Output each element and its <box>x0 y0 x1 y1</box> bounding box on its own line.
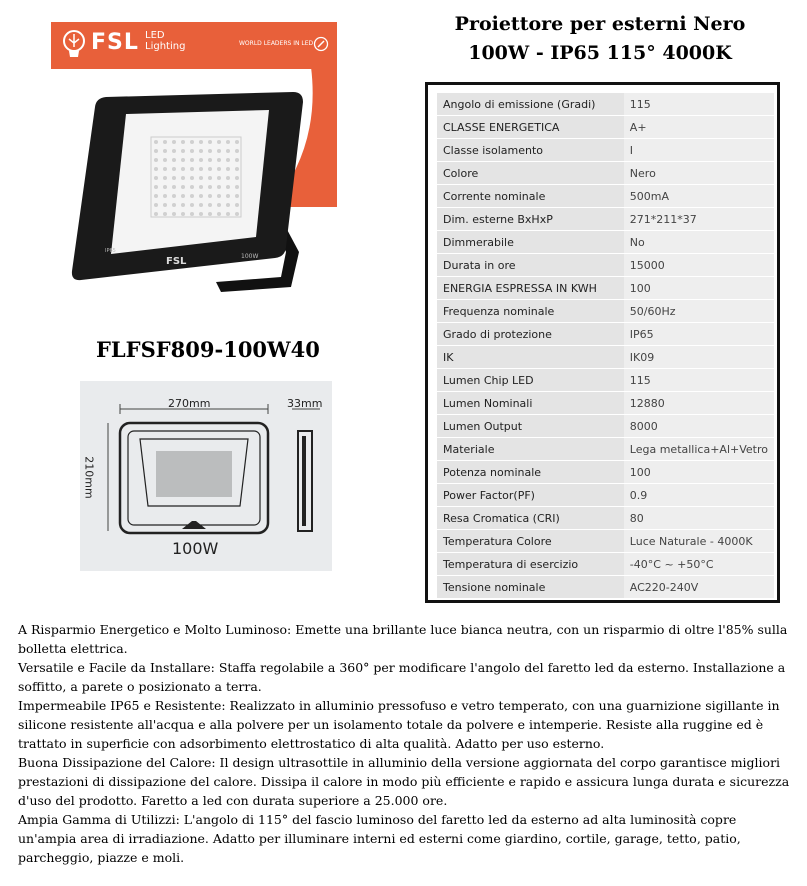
spec-value: Nero <box>624 162 774 185</box>
product-title <box>430 10 770 68</box>
spec-row <box>437 116 774 139</box>
spec-label: Lumen Nominali <box>437 392 624 415</box>
description-paragraph: Buona Dissipazione del Calore: Il design ultrasottile in alluminio della versione aggiornata del corpo garantisce migliori prestazioni di dissipazione del calore. Dissipa il calore in modo più efficiente e rapido e assicura lunga durata e sicurezza d'uso del prodotto. Faretto a led con durata superiore a 25.000 ore. <box>18 755 790 808</box>
title-line-2: 100W - IP65 115° 4000K <box>468 42 732 64</box>
spec-label: Dim. esterne BxHxP <box>437 208 624 231</box>
spec-row <box>437 185 774 208</box>
spec-value: 80 <box>624 507 774 530</box>
spec-label: ENERGIA ESPRESSA IN KWH <box>437 277 624 300</box>
spec-value: 271*211*37 <box>624 208 774 231</box>
spec-row <box>437 530 774 553</box>
spec-row <box>437 507 774 530</box>
spec-row <box>437 208 774 231</box>
spec-label: IK <box>437 346 624 369</box>
spec-row <box>437 254 774 277</box>
brand-tagline: WORLD LEADERS IN LED <box>239 40 314 47</box>
tagline-badge-icon <box>313 36 329 52</box>
photo-ip-label: IP65 <box>105 248 116 254</box>
spec-value: A+ <box>624 116 774 139</box>
spec-value: No <box>624 231 774 254</box>
title-line-1: Proiettore per esterni Nero <box>454 13 746 35</box>
spec-value: 100 <box>624 461 774 484</box>
product-photo <box>51 22 337 305</box>
spec-value: 12880 <box>624 392 774 415</box>
spec-label: Tensione nominale <box>437 576 624 599</box>
description-paragraph: Ampia Gamma di Utilizzi: L'angolo di 115° del fascio luminoso del faretto led da esterno ad alta luminosità copre un'ampia area di irradiazione. Adatto per illuminare interni ed esterni come giardino, cortile, garage, tetto, patio, parcheggio, piazze e moli. <box>18 812 741 865</box>
spec-label: Temperatura di esercizio <box>437 553 624 576</box>
spec-label: Power Factor(PF) <box>437 484 624 507</box>
product-description <box>18 620 793 867</box>
spec-value: Luce Naturale - 4000K <box>624 530 774 553</box>
spec-label: Colore <box>437 162 624 185</box>
spec-row <box>437 139 774 162</box>
spec-label: Durata in ore <box>437 254 624 277</box>
height-dimension: 210mm <box>82 456 96 499</box>
spec-value: I <box>624 139 774 162</box>
spec-label: Resa Cromatica (CRI) <box>437 507 624 530</box>
brand-logo-sub <box>145 30 185 52</box>
specs-table <box>437 93 774 599</box>
depth-dimension: 33mm <box>287 397 323 410</box>
led-panel <box>111 110 269 254</box>
dimension-drawing <box>80 381 332 571</box>
spec-label: Temperatura Colore <box>437 530 624 553</box>
spec-label: Lumen Output <box>437 415 624 438</box>
spec-value: 0.9 <box>624 484 774 507</box>
spec-label: Angolo di emissione (Gradi) <box>437 93 624 116</box>
description-paragraph: Versatile e Facile da Installare: Staffa regolabile a 360° per modificare l'angolo del faretto led da esterno. Installazione a soffitto, a parete o posizionato a terra. <box>18 660 786 694</box>
spec-row <box>437 484 774 507</box>
photo-front-label: FSL <box>166 256 187 267</box>
spec-label: Grado di protezione <box>437 323 624 346</box>
spec-label: Corrente nominale <box>437 185 624 208</box>
spec-value: 50/60Hz <box>624 300 774 323</box>
spec-label: Frequenza nominale <box>437 300 624 323</box>
spec-value: 115 <box>624 369 774 392</box>
spec-row <box>437 461 774 484</box>
spec-row <box>437 300 774 323</box>
spec-value: 500mA <box>624 185 774 208</box>
spec-row <box>437 438 774 461</box>
logo-sub-led: LED <box>145 30 165 41</box>
spec-value: -40°C ~ +50°C <box>624 553 774 576</box>
spec-label: Materiale <box>437 438 624 461</box>
spec-value: 15000 <box>624 254 774 277</box>
spec-label: CLASSE ENERGETICA <box>437 116 624 139</box>
drawing-caption: 100W <box>172 539 219 558</box>
width-dimension: 270mm <box>168 397 211 410</box>
spec-value: IK09 <box>624 346 774 369</box>
floodlight-illustration <box>71 92 311 302</box>
spec-row <box>437 392 774 415</box>
brand-banner <box>51 22 337 69</box>
logo-sub-lighting: Lighting <box>145 41 186 52</box>
spec-label: Lumen Chip LED <box>437 369 624 392</box>
spec-value: 100 <box>624 277 774 300</box>
spec-row <box>437 576 774 599</box>
spec-row <box>437 553 774 576</box>
spec-label: Classe isolamento <box>437 139 624 162</box>
spec-value: AC220-240V <box>624 576 774 599</box>
spec-row <box>437 323 774 346</box>
spec-label: Dimmerabile <box>437 231 624 254</box>
spec-label: Potenza nominale <box>437 461 624 484</box>
specs-panel <box>425 82 780 603</box>
spec-row <box>437 277 774 300</box>
spec-value: IP65 <box>624 323 774 346</box>
spec-row <box>437 93 774 116</box>
spec-row <box>437 231 774 254</box>
brand-logo: FSL <box>91 30 139 55</box>
spec-value: 115 <box>624 93 774 116</box>
description-paragraph: A Risparmio Energetico e Molto Luminoso: Emette una brillante luce bianca neutra, con un risparmio di oltre l'85% sulla bolletta elettrica. <box>18 622 788 656</box>
spec-row <box>437 162 774 185</box>
bulb-logo-icon <box>61 29 87 61</box>
spec-row <box>437 346 774 369</box>
description-paragraph: Impermeabile IP65 e Resistente: Realizzato in alluminio pressofuso e vetro temperato, con una guarnizione sigillante in silicone resistente all'acqua e alla polvere per un isolamento totale da polvere e intemperie. Resiste alla ruggine ed è trattato in superficie con adsorbimento elettrostatico di alta qualità. Adatto per uso esterno. <box>18 698 780 751</box>
spec-row <box>437 415 774 438</box>
spec-value: Lega metallica+Al+Vetro <box>624 438 774 461</box>
photo-power-label: 100W <box>241 253 259 260</box>
product-code: FLFSF809-100W40 <box>96 337 320 362</box>
spec-value: 8000 <box>624 415 774 438</box>
spec-row <box>437 369 774 392</box>
